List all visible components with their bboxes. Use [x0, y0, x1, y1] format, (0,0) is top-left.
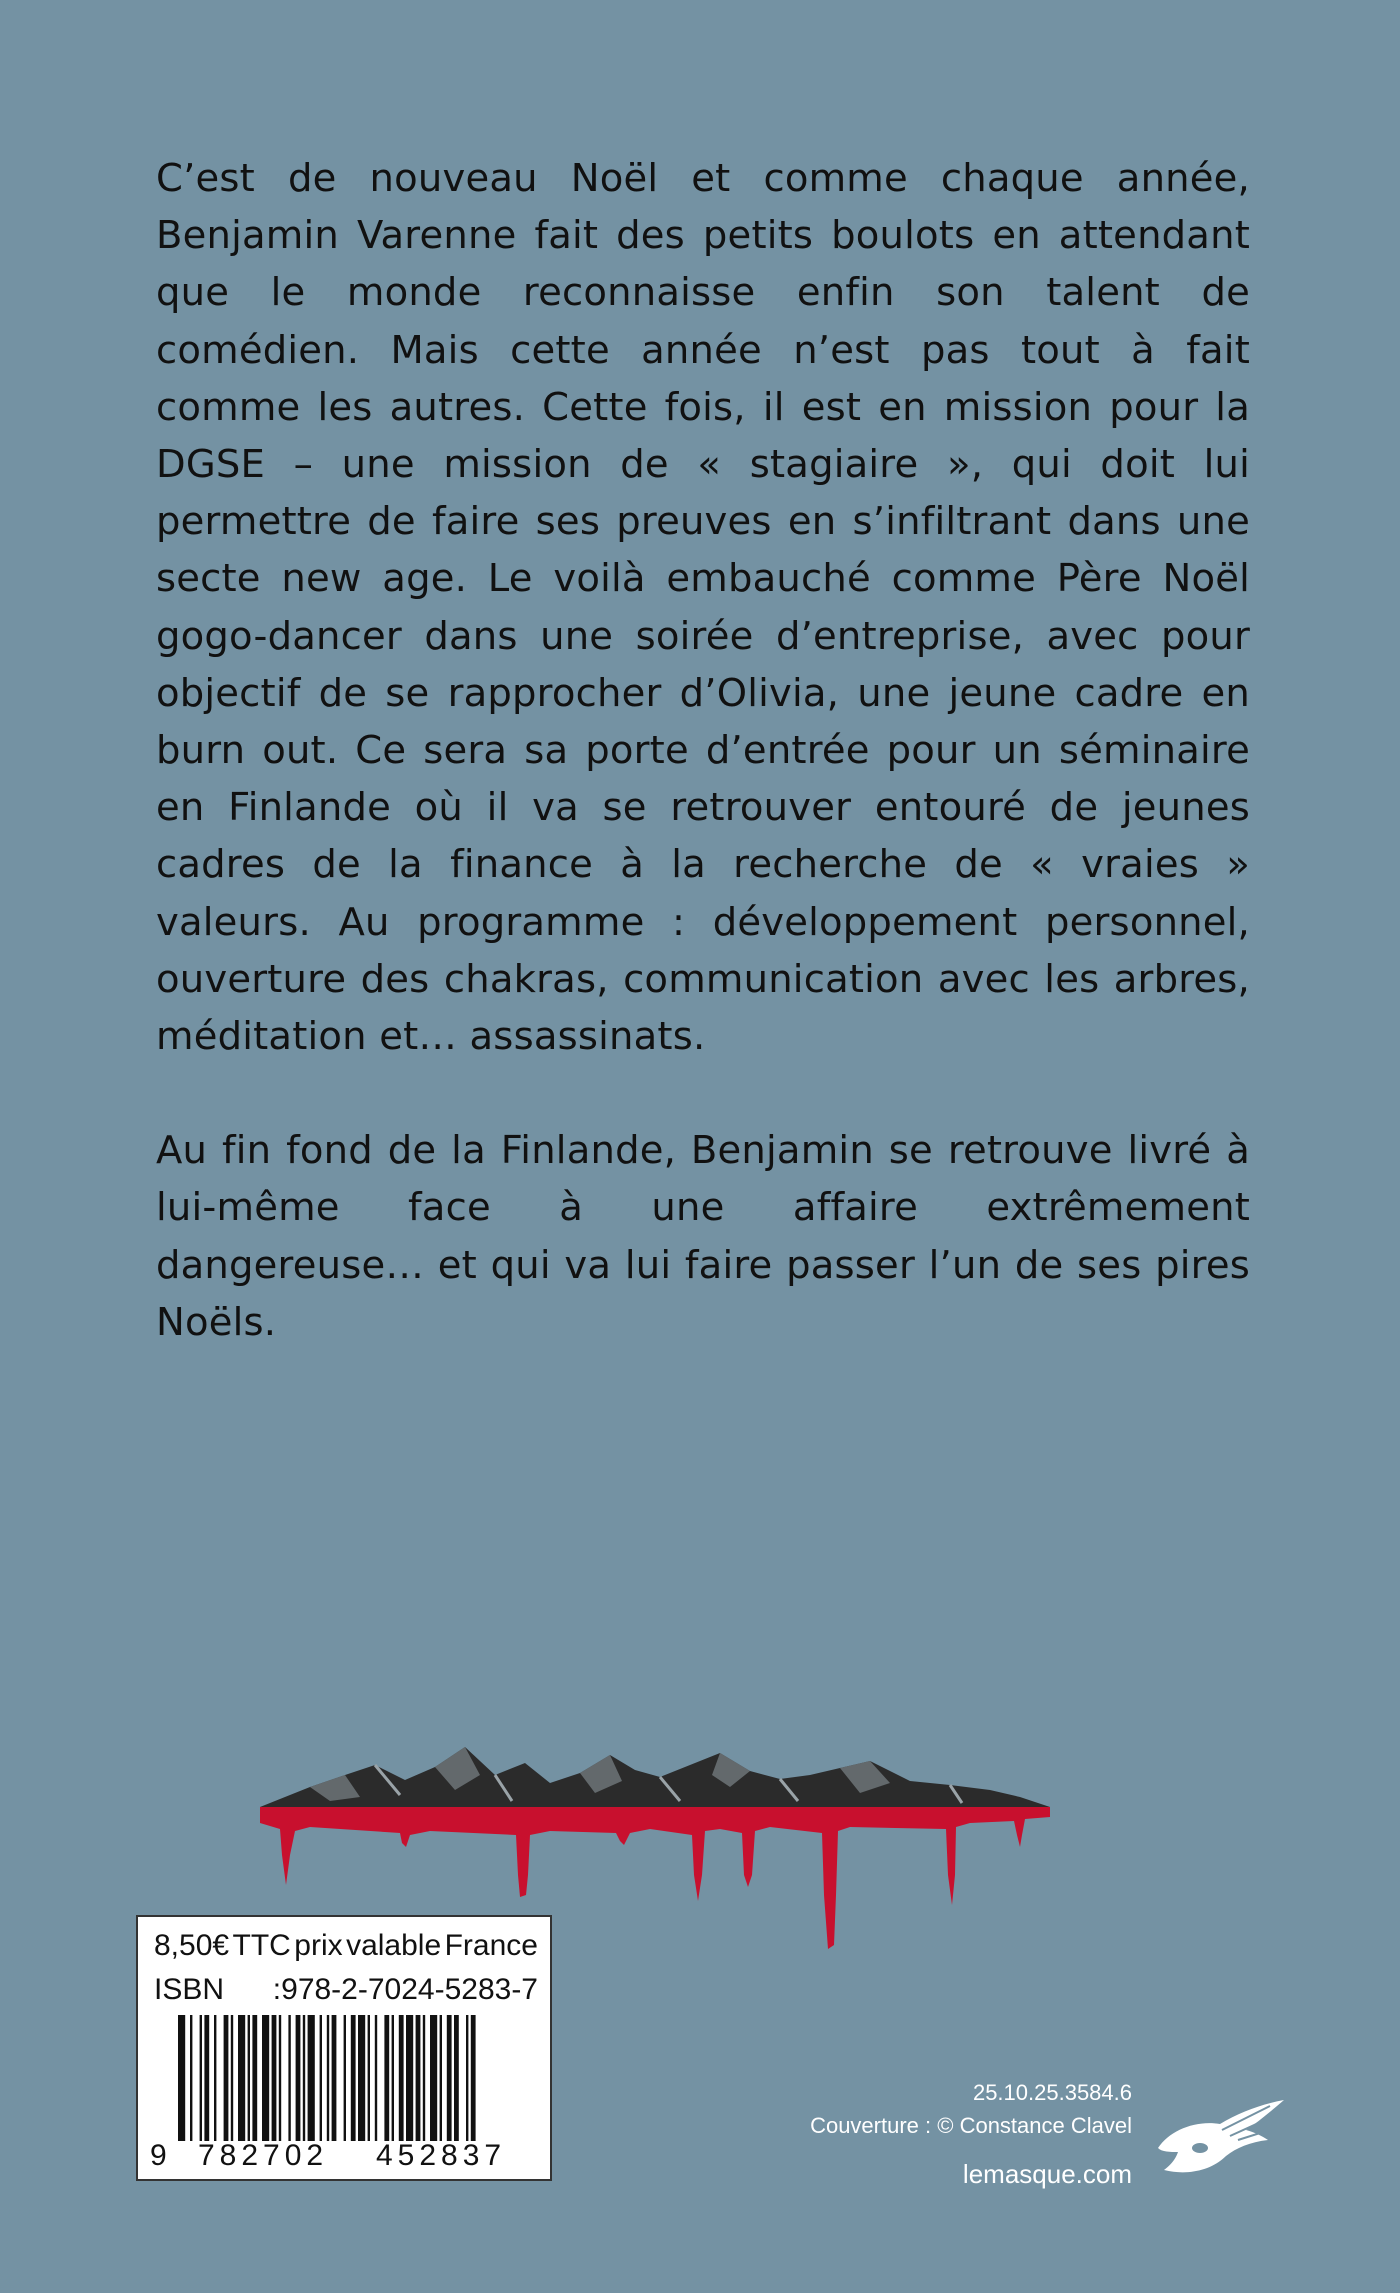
barcode-label	[136, 1915, 552, 2181]
blurb-paragraph-2: Au fin fond de la Finlande, Benjamin se retrouve livré à lui-même face à une affaire extrêmement dangereuse… et qui va lui faire passer l’un de ses pires Noëls.	[156, 1128, 1250, 1345]
price-word: TTC	[232, 1929, 291, 1962]
barcode-bars	[178, 2015, 538, 2141]
barcode-first-digit: 9	[150, 2139, 167, 2172]
blurb-paragraph-1: C’est de nouveau Noël et comme chaque année, Benjamin Varenne fait des petits boulots en attendant que le monde reconnaisse enfin son talent de comédien. Mais cette année n’est pas tout à fait comme les autres. Cette fois, il est en mission pour la DGSE – une mission de « stagiaire », qui doit lui permettre de faire ses preuves en s’infiltrant dans une secte new age. Le voilà embauché comme Père Noël gogo-dancer dans une soirée d’entreprise, avec pour objectif de se rapprocher d’Olivia, une jeune cadre en burn out. Ce sera sa porte d’entrée pour un séminaire en Finlande où il va se retrouver entouré de jeunes cadres de la finance à la recherche de « vraies » valeurs. Au programme : développement personnel, ouverture des chakras, communication avec les arbres, méditation et… assassinats.	[156, 156, 1250, 1060]
price-word: France	[444, 1929, 538, 1962]
price-word: 8,50€	[154, 1929, 230, 1962]
barcode-left-digits: 782702	[198, 2139, 329, 2172]
price-word: prix	[294, 1929, 343, 1962]
isbn-label: ISBN	[154, 1973, 225, 2006]
publisher-website: lemasque.com	[962, 2159, 1132, 2189]
print-code: 25.10.25.3584.6	[972, 2080, 1132, 2105]
cover-credit: Couverture : © Constance Clavel	[810, 2113, 1132, 2138]
barcode-right-digits: 452837	[376, 2139, 507, 2172]
isbn-line	[154, 1973, 538, 2007]
le-masque-logo-icon	[1150, 2090, 1290, 2180]
back-cover-blurb	[156, 150, 1250, 1351]
credits-block	[810, 2076, 1132, 2191]
price-word: valable	[346, 1929, 442, 1962]
isbn-value: :978-2-7024-5283-7	[272, 1973, 538, 2006]
price-line	[154, 1929, 538, 1963]
